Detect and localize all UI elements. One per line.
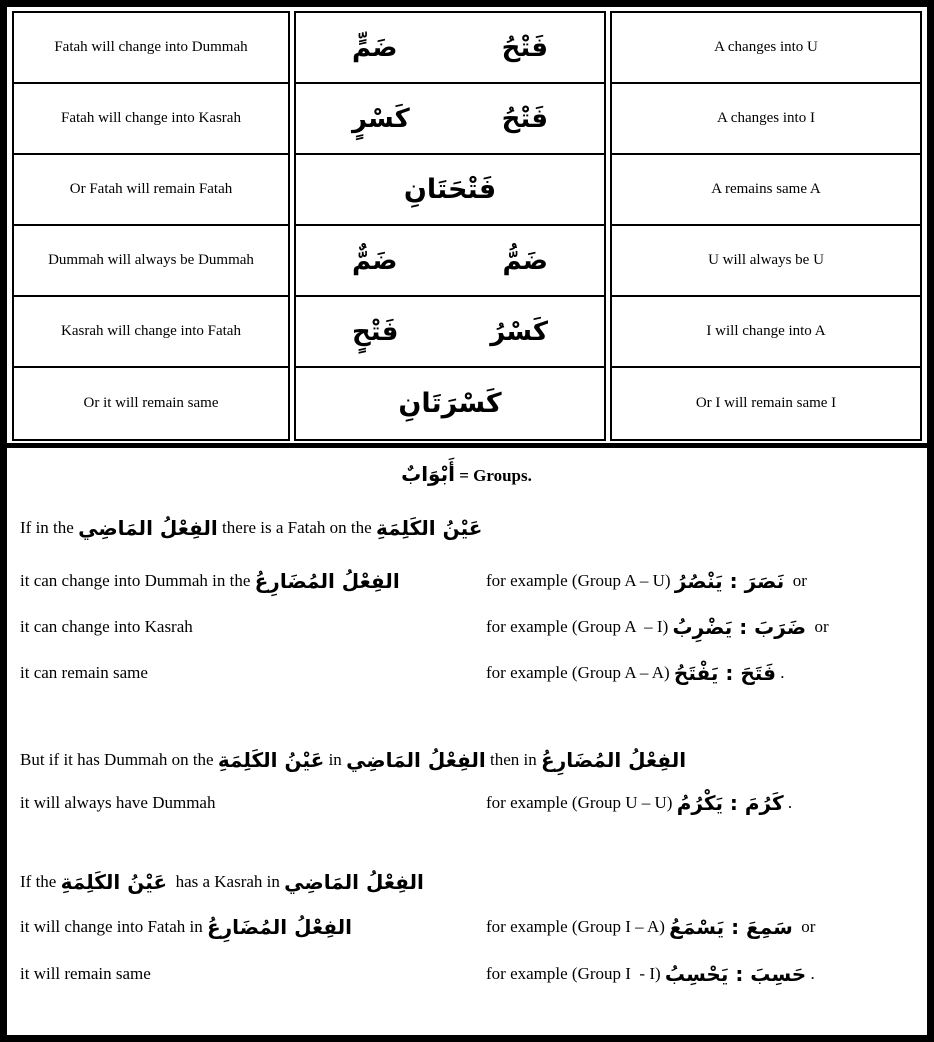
groups-heading xyxy=(20,462,913,486)
arabic-term-single: كَسْرَتَانِ xyxy=(398,388,502,419)
kasrah-intro-line xyxy=(20,864,913,900)
table-cell-arabic xyxy=(296,368,604,439)
rule-line-a-u xyxy=(20,564,913,598)
arabic-term-source: فَتْحُ xyxy=(501,32,548,63)
intro-text: has a Kasrah in xyxy=(167,872,285,891)
intro-text: If in the xyxy=(20,518,79,537)
rule-example xyxy=(486,791,913,815)
table-cell-arabic xyxy=(296,13,604,84)
table-cell-english-rule: Fatah will change into Dummah xyxy=(14,13,288,84)
table-cell-english-rule: Kasrah will change into Fatah xyxy=(14,297,288,368)
table-cell-summary: Or I will remain same I xyxy=(695,395,837,411)
table-cell-arabic xyxy=(296,226,604,297)
rule-text: it can remain same xyxy=(20,663,148,682)
rule-example xyxy=(486,915,913,939)
table-cell-summary: A changes into U xyxy=(612,13,920,84)
example-text: for example (Group U – U) xyxy=(486,793,677,812)
arabic-phrase-fil-mudari: الفِعْلُ المُضَارِعُ xyxy=(541,748,687,772)
table-cell-arabic xyxy=(296,155,604,226)
rule-text: it will always have Dummah xyxy=(20,793,216,812)
arabic-phrase-ayn-kalima: عَيْنُ الكَلِمَةِ xyxy=(217,748,325,772)
arabic-phrase-fil-mudari: الفِعْلُ المُضَارِعُ xyxy=(254,569,400,593)
rule-text: it can change into Dummah in the xyxy=(20,571,255,590)
arabic-term-target: فَتْحٍ xyxy=(352,316,399,347)
example-tail: . xyxy=(783,793,793,812)
rule-description xyxy=(20,663,486,683)
arabic-phrase-fil-madi: الفِعْلُ المَاضِي xyxy=(346,748,486,772)
example-tail: or xyxy=(806,617,829,636)
arabic-example-hasiba: حَسِبَ : يَحْسِبُ xyxy=(664,962,807,986)
arabic-example-daraba: ضَرَبَ : يَضْرِبُ xyxy=(672,615,807,639)
intro-text: in xyxy=(324,750,347,769)
explanation-section xyxy=(7,448,927,991)
arabic-phrase-fil-madi: الفِعْلُ المَاضِي xyxy=(284,870,424,894)
arabic-phrase-ayn-kalima: عَيْنُ الكَلِمَةِ xyxy=(375,516,483,540)
rule-description xyxy=(20,964,486,984)
arabic-example-samia: سَمِعَ : يَسْمَعُ xyxy=(669,915,793,939)
table-column-english-rules xyxy=(12,11,290,441)
arabic-phrase-fil-mudari: الفِعْلُ المُضَارِعُ xyxy=(206,915,352,939)
rule-example xyxy=(486,962,913,986)
intro-text: If the xyxy=(20,872,61,891)
table-cell-english-rule: Or it will remain same xyxy=(83,395,219,411)
table-cell-arabic xyxy=(296,297,604,368)
arabic-term-source: كَسْرُ xyxy=(490,316,548,347)
arabic-term-target: ضَمٍّ xyxy=(352,32,398,63)
arabic-term-target: ضَمٌّ xyxy=(352,245,398,276)
rule-line-i-a xyxy=(20,910,913,944)
table-cell-summary: U will always be U xyxy=(612,226,920,297)
rule-line-a-i xyxy=(20,610,913,644)
example-text: for example (Group I – A) xyxy=(486,917,670,936)
example-text: for example (Group A – I) xyxy=(486,617,673,636)
rule-example xyxy=(486,615,913,639)
vowel-change-table xyxy=(12,11,922,441)
rule-example xyxy=(486,661,913,685)
rule-text: it will remain same xyxy=(20,964,151,983)
arabic-term-pair xyxy=(296,33,604,63)
rule-line-i-i xyxy=(20,957,913,991)
groups-heading-suffix: = Groups. xyxy=(454,466,532,485)
table-cell-summary: A remains same A xyxy=(612,155,920,226)
groups-heading-arabic: أَبْوَابٌ xyxy=(401,462,455,486)
arabic-example-nasara: نَصَرَ : يَنْصُرُ xyxy=(674,569,785,593)
rule-description xyxy=(20,569,486,593)
rule-description xyxy=(20,617,486,637)
rule-description xyxy=(20,915,486,939)
arabic-term-target: كَسْرٍ xyxy=(352,103,410,134)
rule-text: it will change into Fatah in xyxy=(20,917,207,936)
table-column-vowel-summary xyxy=(610,11,922,441)
rule-line-a-a xyxy=(20,656,913,690)
table-cell-english-rule: Dummah will always be Dummah xyxy=(14,226,288,297)
intro-text: then in xyxy=(485,750,542,769)
table-column-arabic-terms xyxy=(294,11,606,441)
fatah-intro-line xyxy=(20,510,913,546)
table-cell-english-rule: Fatah will change into Kasrah xyxy=(14,84,288,155)
arabic-term-source: فَتْحُ xyxy=(501,103,548,134)
example-text: for example (Group A – A) xyxy=(486,663,674,682)
intro-text: But if it has Dummah on the xyxy=(20,750,218,769)
arabic-phrase-fil-madi: الفِعْلُ المَاضِي xyxy=(78,516,218,540)
rule-example xyxy=(486,569,913,593)
arabic-example-fataha: فَتَحَ : يَفْتَحُ xyxy=(673,661,776,685)
rule-line-u-u xyxy=(20,786,913,820)
arabic-example-karuma: كَرُمَ : يَكْرُمُ xyxy=(676,791,784,815)
example-tail: or xyxy=(784,571,807,590)
arabic-term-single: فَتْحَتَانِ xyxy=(403,174,497,205)
arabic-term-pair xyxy=(296,317,604,347)
rule-description xyxy=(20,793,486,813)
table-cell-summary: A changes into I xyxy=(612,84,920,155)
example-tail: or xyxy=(792,917,816,936)
table-cell-summary: I will change into A xyxy=(612,297,920,368)
table-cell-arabic xyxy=(296,84,604,155)
example-text: for example (Group I - I) xyxy=(486,964,665,983)
intro-text: there is a Fatah on the xyxy=(217,518,376,537)
example-tail: . xyxy=(806,964,815,983)
dummah-intro-line xyxy=(20,742,913,778)
arabic-phrase-ayn-kalima: عَيْنُ الكَلِمَةِ xyxy=(60,870,168,894)
rule-text: it can change into Kasrah xyxy=(20,617,193,636)
example-text: for example (Group A – U) xyxy=(486,571,675,590)
arabic-term-source: ضَمُّ xyxy=(502,245,548,276)
table-cell-english-rule: Or Fatah will remain Fatah xyxy=(14,155,288,226)
example-tail: . xyxy=(776,663,785,682)
arabic-term-pair xyxy=(296,246,604,276)
arabic-term-pair xyxy=(296,104,604,134)
